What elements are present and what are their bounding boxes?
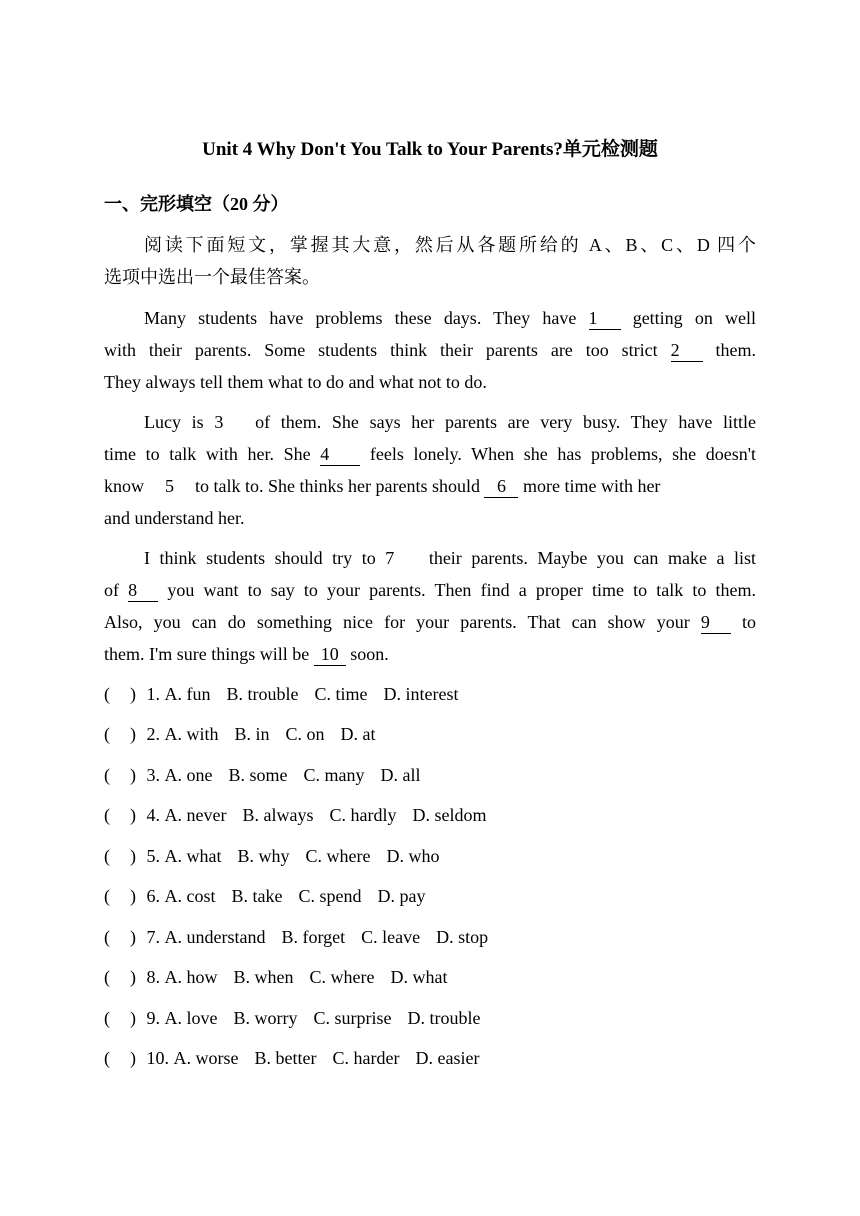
question-number: 5. (146, 846, 160, 866)
answer-paren-close: ) (130, 1048, 136, 1068)
passage-line (104, 606, 756, 638)
question-number: 9. (146, 1008, 160, 1028)
option-b: B. why (237, 846, 290, 866)
passage-line (104, 438, 756, 470)
blank-8: 8 (128, 579, 158, 602)
blank-5: 5 (165, 476, 174, 496)
blank-1: 1 (589, 307, 621, 330)
passage-text: you want to say to your parents. Then find a proper time to talk to them. (167, 580, 757, 600)
blank-6: 6 (484, 475, 518, 498)
passage-text: soon. (350, 644, 389, 664)
option-d: D. seldom (412, 805, 487, 825)
question-number: 2. (146, 724, 160, 744)
passage-paragraph-1 (104, 302, 756, 398)
blank-3: 3 (214, 412, 224, 432)
option-a: A. fun (164, 684, 211, 704)
option-d: D. who (386, 846, 440, 866)
option-c: C. on (285, 724, 325, 744)
answer-paren-open: ( (104, 967, 110, 987)
blank-2: 2 (671, 339, 703, 362)
option-b: B. in (234, 724, 270, 744)
option-d: D. easier (415, 1048, 480, 1068)
option-d: D. at (340, 724, 376, 744)
passage-text: I think students should try to (144, 548, 376, 568)
passage-text: Many students have problems these days. They have (144, 308, 577, 328)
answer-paren-close: ) (130, 765, 136, 785)
option-a: A. how (164, 967, 218, 987)
passage-text: with their parents. Some students think their parents are too strict (104, 340, 658, 360)
option-a: A. what (164, 846, 222, 866)
passage-text: getting on well (632, 308, 757, 328)
question-item (104, 1004, 480, 1032)
answer-paren-close: ) (130, 886, 136, 906)
passage-paragraph-3 (104, 542, 756, 670)
passage-text: Also, you can do something nice for your parents. That can show your (104, 612, 690, 632)
option-a: A. love (164, 1008, 218, 1028)
passage-text: feels lonely. When she has problems, she doesn't (369, 444, 757, 464)
option-b: B. trouble (226, 684, 299, 704)
passage-text: them. I'm sure things will be (104, 644, 310, 664)
option-d: D. what (390, 967, 448, 987)
question-number: 6. (146, 886, 160, 906)
passage-text: Lucy is (144, 412, 204, 432)
option-b: B. take (231, 886, 283, 906)
passage-line: and understand her. (104, 508, 245, 528)
question-item (104, 842, 440, 870)
answer-paren-close: ) (130, 684, 136, 704)
passage-text: more time with her (522, 476, 661, 496)
option-b: B. when (233, 967, 294, 987)
question-item (104, 923, 488, 951)
option-c: C. time (314, 684, 368, 704)
instruction-paragraph (104, 229, 756, 293)
question-number: 8. (146, 967, 160, 987)
answer-paren-open: ( (104, 1048, 110, 1068)
option-b: B. some (228, 765, 288, 785)
answer-paren-open: ( (104, 846, 110, 866)
question-number: 10. (146, 1048, 169, 1068)
option-c: C. surprise (313, 1008, 392, 1028)
option-d: D. trouble (407, 1008, 481, 1028)
passage-line (104, 542, 756, 574)
answer-paren-open: ( (104, 886, 110, 906)
option-b: B. better (254, 1048, 317, 1068)
option-d: D. pay (377, 886, 426, 906)
passage-line (104, 334, 756, 366)
passage-text: them. (715, 340, 757, 360)
answer-paren-close: ) (130, 927, 136, 947)
answer-paren-open: ( (104, 765, 110, 785)
question-item (104, 720, 376, 748)
answer-paren-open: ( (104, 1008, 110, 1028)
option-a: A. understand (164, 927, 266, 947)
answer-paren-close: ) (130, 724, 136, 744)
answer-paren-open: ( (104, 927, 110, 947)
option-c: C. harder (332, 1048, 400, 1068)
option-c: C. where (309, 967, 375, 987)
question-number: 1. (146, 684, 160, 704)
passage-line (104, 302, 756, 334)
question-item (104, 680, 458, 708)
passage-text: of (104, 580, 119, 600)
passage-text: their parents. Maybe you can make a list (428, 548, 757, 568)
question-number: 4. (146, 805, 160, 825)
option-b: B. forget (281, 927, 346, 947)
answer-paren-open: ( (104, 684, 110, 704)
option-d: D. interest (383, 684, 459, 704)
passage-paragraph-2 (104, 406, 756, 534)
question-number: 3. (146, 765, 160, 785)
option-c: C. leave (361, 927, 421, 947)
option-c: C. many (303, 765, 365, 785)
question-number: 7. (146, 927, 160, 947)
passage-text: time to talk with her. She (104, 444, 311, 464)
option-b: B. worry (233, 1008, 298, 1028)
blank-7: 7 (385, 548, 395, 568)
answer-paren-close: ) (130, 846, 136, 866)
question-item (104, 761, 421, 789)
passage-line (104, 406, 756, 438)
question-item (104, 801, 486, 829)
passage-text: to talk to. She thinks her parents should (195, 476, 480, 496)
option-a: A. one (164, 765, 213, 785)
answer-paren-close: ) (130, 1008, 136, 1028)
option-a: A. with (164, 724, 219, 744)
passage-text: know (104, 476, 144, 496)
option-a: A. never (164, 805, 227, 825)
answer-paren-close: ) (130, 805, 136, 825)
option-d: D. all (380, 765, 421, 785)
answer-paren-open: ( (104, 724, 110, 744)
passage-text: of them. She says her parents are very busy. They have little (255, 412, 756, 432)
instruction-line: 选项中选出一个最佳答案。 (104, 267, 320, 287)
option-c: C. spend (298, 886, 362, 906)
question-item (104, 963, 447, 991)
instruction-line: 阅读下面短文，掌握其大意，然后从各题所给的 A、B、C、D 四个 (144, 235, 756, 255)
page-title: Unit 4 Why Don't You Talk to Your Parents?单元检测题 (202, 139, 658, 160)
question-item (104, 882, 426, 910)
passage-text: to (742, 612, 757, 632)
passage-line: They always tell them what to do and what not to do. (104, 372, 487, 392)
section-heading: 一、完形填空（20 分） (104, 194, 289, 214)
question-item (104, 1044, 479, 1072)
option-b: B. always (242, 805, 314, 825)
option-c: C. where (305, 846, 371, 866)
blank-10: 10 (314, 643, 346, 666)
option-c: C. hardly (329, 805, 397, 825)
answer-paren-close: ) (130, 967, 136, 987)
option-a: A. cost (164, 886, 216, 906)
option-d: D. stop (436, 927, 489, 947)
passage-line (104, 638, 756, 670)
passage-line (104, 574, 756, 606)
blank-4: 4 (320, 443, 360, 466)
option-a: A. worse (173, 1048, 239, 1068)
answer-paren-open: ( (104, 805, 110, 825)
passage-line (104, 470, 756, 502)
blank-9: 9 (701, 611, 731, 634)
